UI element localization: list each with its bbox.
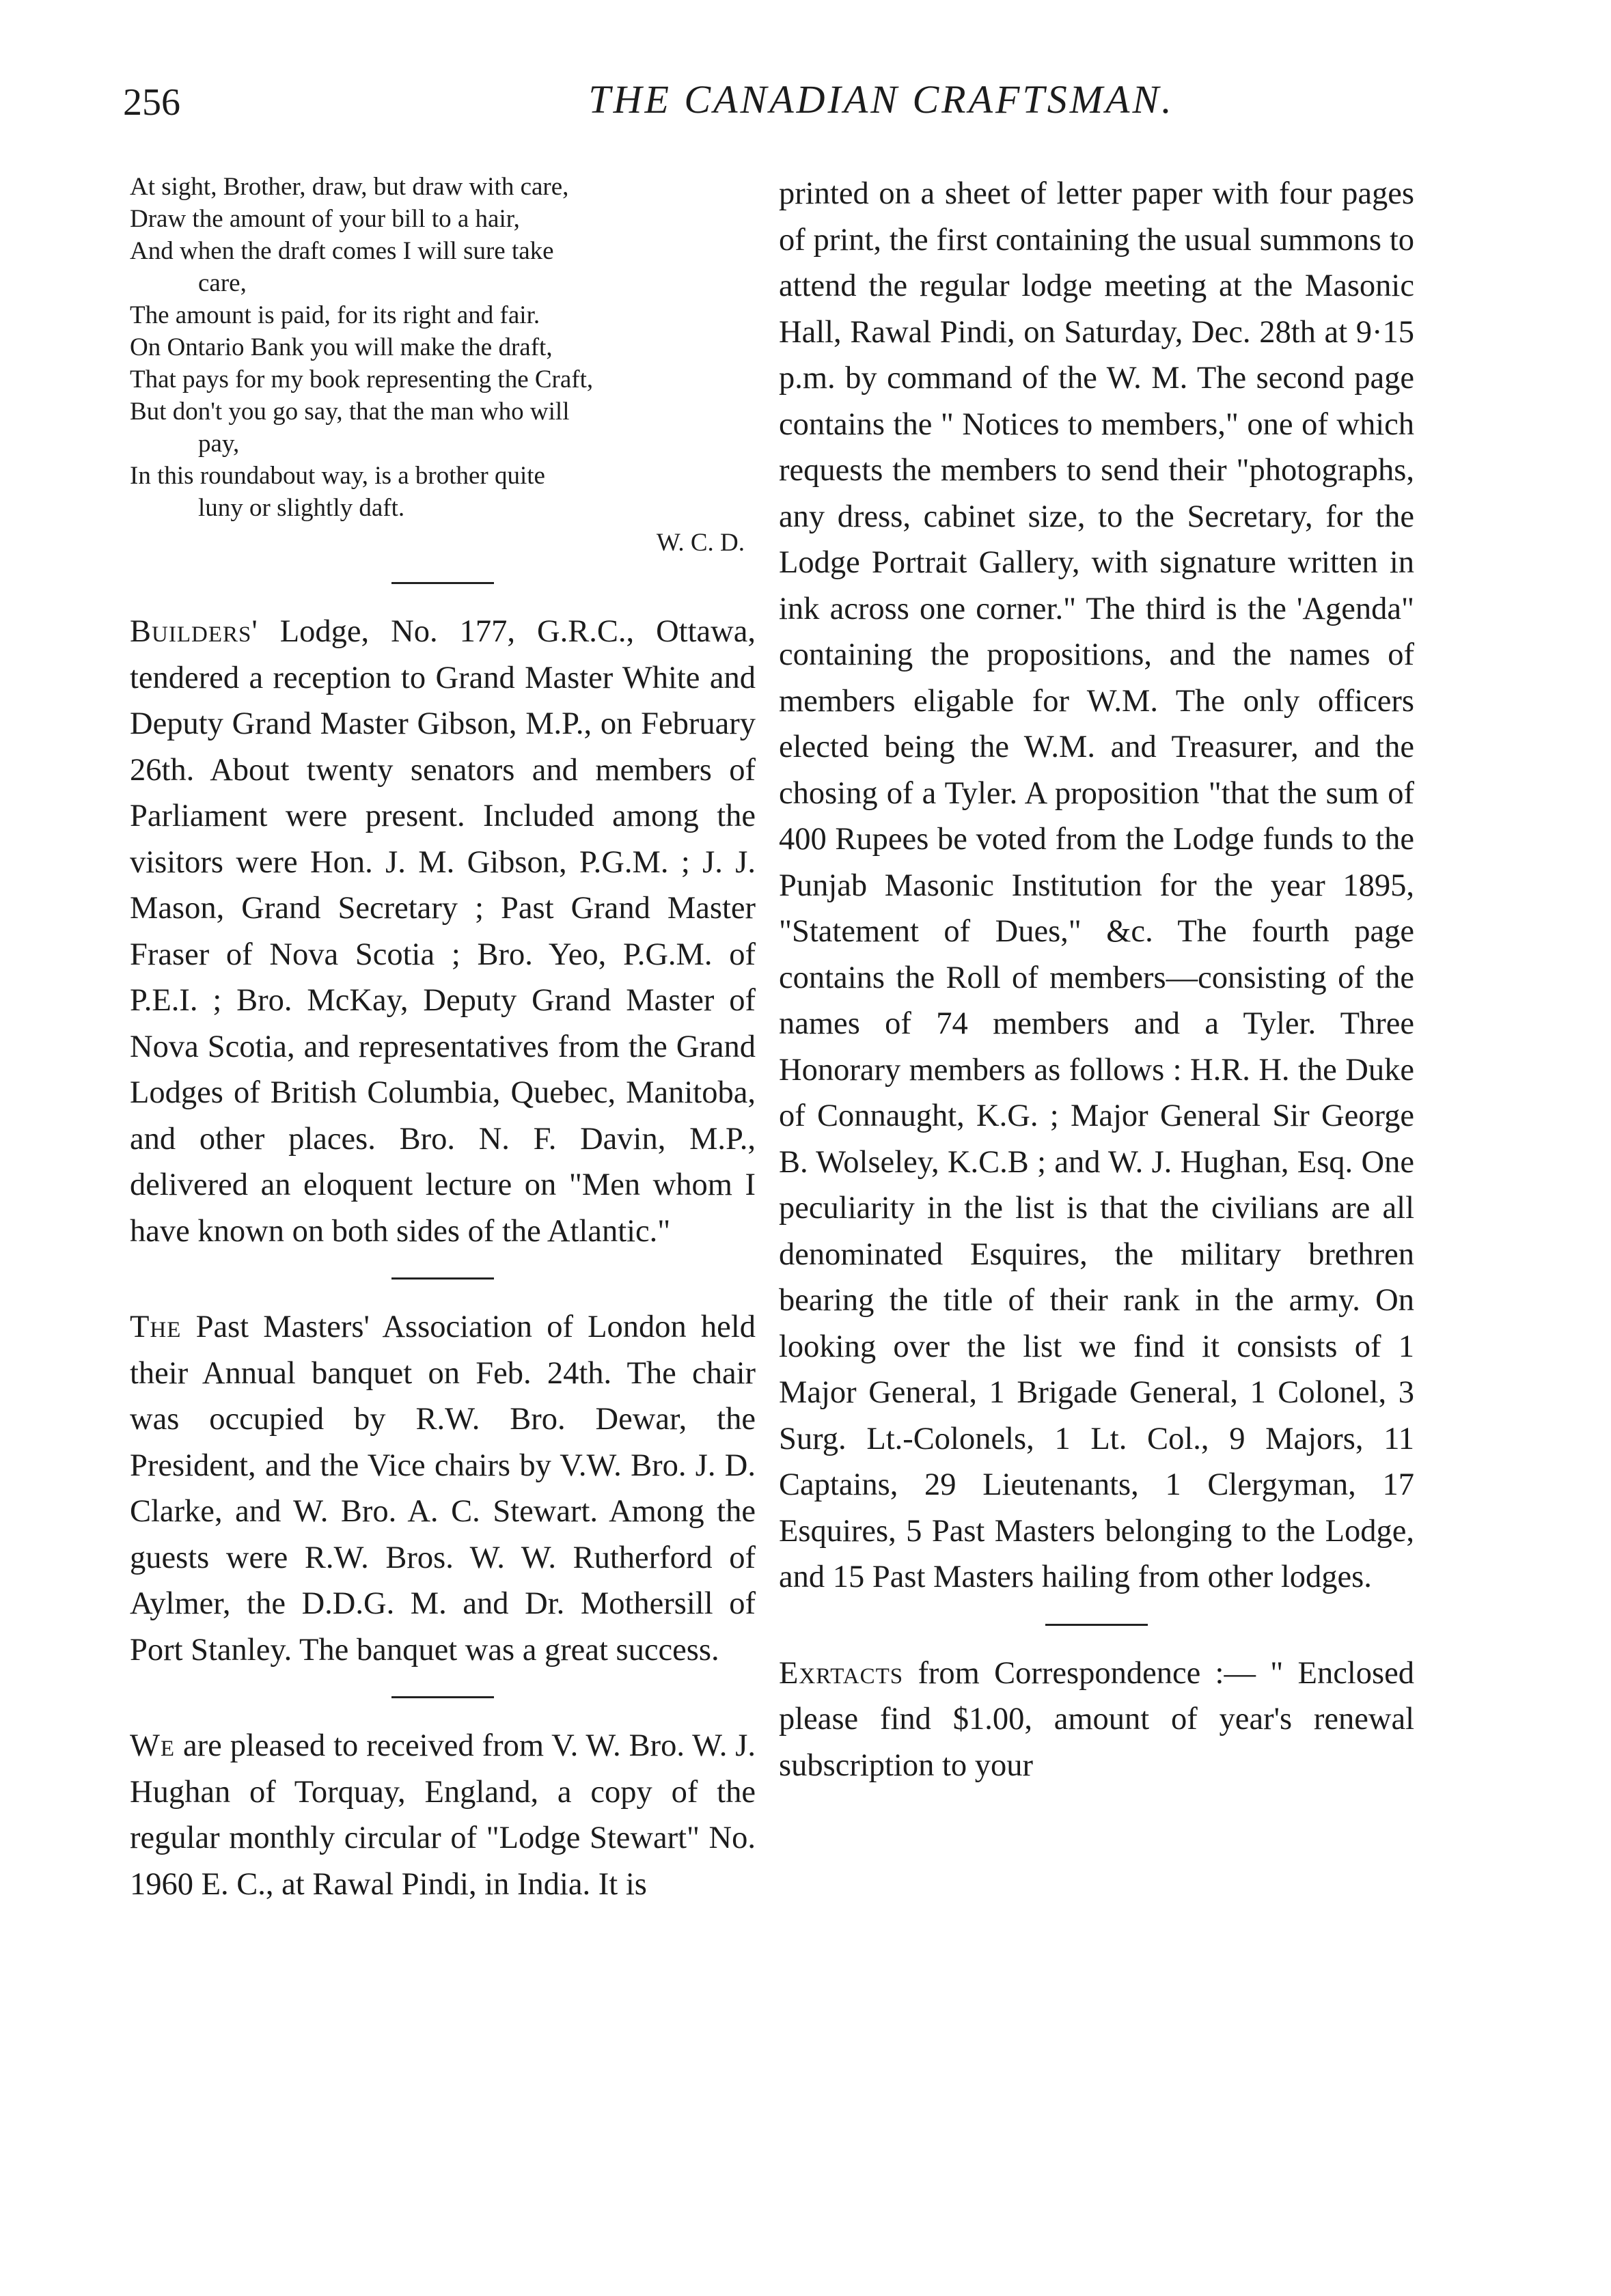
section-divider: [391, 1277, 494, 1280]
past-masters-paragraph: [130, 1304, 756, 1673]
section-divider: [391, 1696, 494, 1698]
paragraph-text: Past Masters' Association of London held their Annual banquet on Feb. 24th. The chair was occupied by R.W. Bro. Dewar, the President, and the Vice chairs by V.W. Bro. J. D. Clarke, and W. Bro. A. C. Stewart. Among the guests were R.W. Bros. W. W. Rutherford of Aylmer, the D.D.G. M. and Dr. Mothersill of Port Stanley. The banquet was a great success.: [130, 1310, 756, 1668]
lead-word: The: [130, 1310, 182, 1344]
page-number: 256: [123, 81, 180, 124]
poem-line: But don't you go say, that the man who will: [130, 398, 570, 426]
right-column: [779, 171, 1414, 1788]
poem-line: That pays for my book representing the Craft,: [130, 365, 594, 393]
poem-line: And when the draft comes I will sure take: [130, 237, 554, 265]
poem: [130, 171, 752, 559]
paragraph-text: Lodge, No. 177, G.R.C., Ottawa, tendered a reception to Grand Master White and Deputy Grand Master Gibson, M.P., on February 26th. About twenty senators and members of Parliament were present. Included among the visitors were Hon. J. M. Gibson, P.G.M. ; J. J. Mason, Grand Secretary ; Past Grand Master Fraser of Nova Scotia ; Bro. Yeo, P.G.M. of P.E.I. ; Bro. McKay, Deputy Grand Master of Nova Scotia, and representatives from the Grand Lodges of British Columbia, Quebec, Manitoba, and other places. Bro. N. F. Davin, M.P., delivered an eloquent lecture on "Men whom I have known on both sides of the Atlantic.": [130, 614, 756, 1249]
builders-lodge-paragraph: [130, 609, 756, 1254]
poem-line: The amount is paid, for its right and fair.: [130, 301, 540, 329]
poem-line: pay,: [198, 430, 240, 458]
paragraph-text: are pleased to received from V. W. Bro. W. J. Hughan of Torquay, England, a copy of the regular monthly circular of "Lodge Stewart" No. 1960 E. C., at Rawal Pindi, in India. It is: [130, 1728, 756, 1902]
poem-line: At sight, Brother, draw, but draw with care,: [130, 173, 569, 201]
running-head: THE CANADIAN CRAFTSMAN.: [588, 77, 1174, 122]
section-divider: [391, 582, 494, 584]
left-column: [130, 171, 756, 1907]
paragraph-text: from Correspondence :— " Enclosed please find $1.00, amount of year's renewal subscription to your: [779, 1655, 1414, 1783]
lead-word: We: [130, 1728, 176, 1763]
circular-paragraph: [130, 1723, 756, 1907]
extracts-paragraph: [779, 1650, 1414, 1789]
circular-continued-paragraph: printed on a sheet of letter paper with four pages of print, the first containing the usual summons to attend the regular lodge meeting at the Masonic Hall, Rawal Pindi, on Saturday, Dec. 28th at 9·15 p.m. by command of the W. M. The second page contains the " Notices to members," one of which requests the members to send their "photographs, any dress, cabinet size, to the Secretary, for the Lodge Portrait Gallery, with signature written in ink across one corner." The third is the 'Agenda" containing the propositions, and the names of members eligable for W.M. The only officers elected being the W.M. and Treasurer, and the chosing of a Tyler. A proposition "that the sum of 400 Rupees be voted from the Lodge funds to the Punjab Masonic Institution for the year 1895, "Statement of Dues," &c. The fourth page contains the Roll of members—consisting of the names of 74 members and a Tyler. Three Honorary members as follows : H.R. H. the Duke of Connaught, K.G. ; Major General Sir George B. Wolseley, K.C.B ; and W. J. Hughan, Esq. One peculiarity in the list is that the civilians are all denominated Esquires, the military brethren bearing the title of their rank in the army. On looking over the list we find it consists of 1 Major General, 1 Brigade General, 1 Colonel, 3 Surg. Lt.-Colonels, 1 Lt. Col., 9 Majors, 11 Captains, 29 Lieutenants, 1 Clergyman, 17 Esquires, 5 Past Masters belonging to the Lodge, and 15 Past Masters hailing from other lodges.: [779, 176, 1414, 1594]
poem-line: On Ontario Bank you will make the draft,: [130, 333, 553, 361]
lead-word: Builders': [130, 614, 258, 649]
poem-line: care,: [198, 269, 247, 297]
poem-line: In this roundabout way, is a brother quite: [130, 462, 545, 490]
poem-signature: W. C. D.: [656, 529, 745, 557]
lead-word: Exrtacts: [779, 1655, 904, 1691]
section-divider: [1045, 1624, 1148, 1626]
poem-line: Draw the amount of your bill to a hair,: [130, 205, 520, 233]
poem-line: luny or slightly daft.: [198, 494, 405, 522]
